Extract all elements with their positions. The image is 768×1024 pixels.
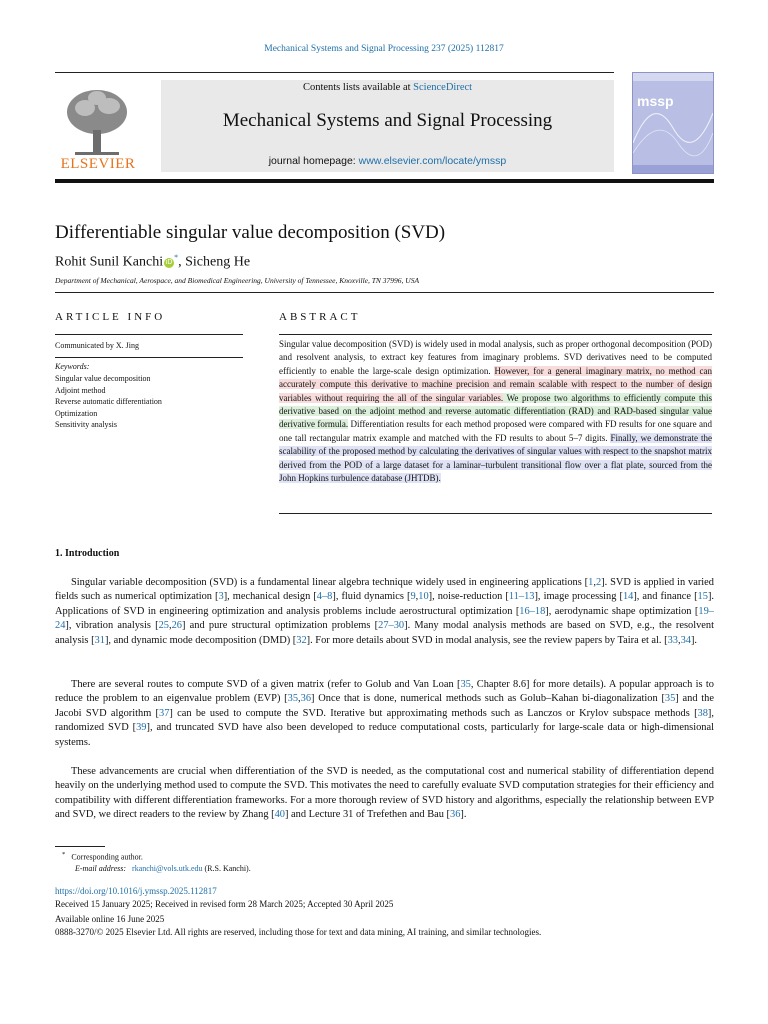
abstract-heading: ABSTRACT — [279, 311, 361, 323]
intro-paragraph: There are several routes to compute SVD of a given matrix (refer to Golub and Van Loan [35, Chapter 8.6] for more details). A popular approach is to reduce the problem to an eigenvalue problem (EVP) [35,36] Once that is done, numerical methods such as Golub–Kahan bi-diagonalization [35] and the Jacobi SVD algorithm [37] can be used to compute the SVD. Iterative but approximating methods such as Lanczos or Krylov subspace methods [38], randomized SVD [39], and truncated SVD have also been developed to reduce computational costs, particularly for large-scale data or high-dimensional systems. — [55, 679, 714, 748]
citation-link[interactable]: 10 — [418, 591, 429, 603]
email-suffix: (R.S. Kanchi). — [202, 864, 251, 873]
citation-link[interactable]: 15 — [697, 591, 708, 603]
doi-link[interactable]: https://doi.org/10.1016/j.ymssp.2025.112817 — [55, 886, 217, 896]
citation-link[interactable]: 27–30 — [378, 620, 405, 632]
footnote-text: Corresponding author. — [71, 852, 143, 862]
citation-link[interactable]: 36 — [300, 693, 312, 705]
citation-link[interactable]: 25 — [158, 620, 169, 632]
abstract-highlight-blue: Finally, we demonstrate the scalability of the proposed method by calculating the derivatives of singular values with respect to the snapshot matrix derived from the POD of a large dataset for a laminar–turbulent transitional flow over a flat plate, sourced from the John Hopkins turbulence database (JHTDB). — [279, 432, 712, 484]
divider — [55, 292, 714, 293]
journal-title: Mechanical Systems and Signal Processing — [222, 110, 553, 131]
homepage-link[interactable]: www.elsevier.com/locate/ymssp — [358, 155, 507, 167]
cover-title: mssp — [637, 93, 674, 109]
available-online: Available online 16 June 2025 — [55, 914, 165, 924]
citation-link[interactable]: 33 — [667, 634, 678, 646]
citation-link[interactable]: 40 — [274, 809, 285, 821]
citation-link[interactable]: 3 — [218, 591, 224, 603]
article-title: Differentiable singular value decomposition (SVD) — [55, 222, 446, 243]
citation-link[interactable]: 19–24 — [55, 605, 714, 632]
corresponding-mark[interactable]: * — [174, 253, 179, 262]
abstract-text — [279, 338, 712, 485]
keyword[interactable]: Singular value decomposition — [55, 374, 151, 383]
elsevier-wordmark: ELSEVIER — [60, 156, 136, 172]
footnote-rule — [55, 846, 105, 847]
header-bottom-rule — [55, 179, 714, 183]
journal-header-box — [161, 80, 614, 172]
contents-prefix: Contents lists available at — [302, 82, 414, 93]
intro-paragraph: Singular variable decomposition (SVD) is a fundamental linear algebra technique widely used in engineering applications [1,2]. SVD is applied in varied fields such as numerical optimization [3], mechanical design [4–8], fluid dynamics [9,10], noise-reduction [11–13], image processing [14], and finance [15]. Applications of SVD in engineering optimization and analysis problems include aerostructural optimization [16–18], aerodynamic shape optimization [19–24], vibration analysis [25,26] and pure structural optimization problems [27–30]. Many modal analysis methods are based on SVD, e.g., the resolvent analysis [31], and dynamic mode decomposition (DMD) [32]. For more details about SVD in modal analysis, see the review papers by Taira et al. [33,34]. — [55, 577, 715, 646]
citation-link[interactable]: 32 — [296, 634, 307, 646]
citation-link[interactable]: 35 — [287, 693, 299, 705]
keywords-label: Keywords: — [55, 362, 90, 371]
citation-link[interactable]: 26 — [171, 620, 182, 632]
header-top-rule — [55, 72, 614, 73]
journal-reference-link[interactable]: Mechanical Systems and Signal Processing 237 (2025) 112817 — [264, 44, 504, 54]
cover-artwork — [633, 73, 713, 173]
received-dates: Received 15 January 2025; Received in revised form 28 March 2025; Accepted 30 April 2025 — [55, 899, 394, 909]
footnote-email — [75, 864, 251, 873]
divider — [55, 334, 243, 335]
citation-link[interactable]: 16–18 — [519, 605, 546, 617]
homepage-prefix: journal homepage: — [268, 155, 359, 167]
citation-link[interactable]: 37 — [159, 707, 170, 719]
abstract-highlight-green: We propose two algorithms to efficiently compute this derivative based on the adjoint method and reverse automatic differentiation (RAD) and RAD-based singular value derivative formula. — [279, 392, 712, 430]
journal-cover-image[interactable] — [632, 72, 714, 174]
citation-link[interactable]: 35 — [664, 693, 676, 705]
divider — [55, 357, 243, 358]
orcid-icon[interactable]: iD — [165, 258, 173, 266]
keyword[interactable]: Adjoint method — [55, 385, 106, 395]
email-label: E-mail address: — [75, 864, 127, 873]
author-name[interactable]: Rohit Sunil Kanchi — [55, 254, 164, 270]
keyword[interactable]: Sensitivity analysis — [55, 420, 117, 429]
divider — [279, 513, 712, 514]
author-list — [55, 253, 250, 271]
copyright-line: 0888-3270/© 2025 Elsevier Ltd. All rights are reserved, including those for text and data mining, AI training, and similar technologies. — [55, 927, 542, 937]
citation-link[interactable]: 9 — [410, 591, 416, 603]
citation-link[interactable]: 14 — [622, 591, 634, 603]
citation-link[interactable]: 2 — [595, 577, 602, 588]
author-name[interactable]: , Sicheng He — [178, 254, 251, 270]
citation-link[interactable]: 36 — [450, 809, 461, 821]
keyword[interactable]: Reverse automatic differentiation — [55, 397, 162, 406]
citation-link[interactable]: 34 — [680, 634, 691, 646]
citation-link[interactable]: 31 — [94, 634, 105, 646]
abstract-sentence: Differentiation results for each method proposed were compared with FD results for one square and one tall rectangular matrix example and matched with the FD results to about 5–7 digits. — [279, 419, 712, 443]
contents-line — [161, 82, 614, 93]
divider — [279, 334, 712, 335]
citation-link[interactable]: 38 — [697, 707, 708, 719]
citation-link[interactable]: 39 — [136, 722, 147, 734]
intro-paragraph: These advancements are crucial when differentiation of the SVD is needed, as the computational cost and numerical stability of differentiation depend heavily on the underlying method used to compute the SVD. This motivates the need to carefully evaluate SVD computation strategies for their efficiency and compatibility with different differentiation frameworks. For a more thorough review of SVD history and algorithms, especially the relationship between EVP and SVD, we direct readers to the review by Zhang [40] and Lecture 31 of Trefethen and Bau [36]. — [55, 766, 714, 821]
footnote-mark: * — [62, 851, 66, 858]
citation-link[interactable]: 11–13 — [508, 591, 535, 603]
homepage-line — [161, 155, 614, 167]
keyword[interactable]: Optimization — [55, 408, 98, 418]
article-info-heading: ARTICLE INFO — [55, 311, 166, 323]
communicated-by: Communicated by X. Jing — [55, 341, 139, 350]
sciencedirect-link[interactable]: ScienceDirect — [413, 82, 473, 93]
citation-link[interactable]: 1 — [588, 577, 594, 588]
abstract-highlight-red: However, for a general imaginary matrix, no method can accurately compute this derivative to machine precision and remain scalable with respect to the number of design variables without requiring the all of the singular variables. — [279, 365, 712, 403]
section-heading: 1. Introduction — [55, 548, 120, 559]
affiliation: Department of Mechanical, Aerospace, and Biomedical Engineering, University of Tennessee, Knoxville, TN 37996, USA — [55, 276, 420, 285]
citation-link[interactable]: 35 — [460, 679, 471, 690]
email-link[interactable]: rkanchi@vols.utk.edu — [132, 864, 203, 873]
citation-link[interactable]: 4–8 — [316, 591, 333, 603]
abstract-sentence: Singular value decomposition (SVD) is widely used in modal analysis, such as proper orthogonal decomposition (POD) and resolvent analysis, to extract key features from imaginary problems. SVD derivatives need to be computed efficiently to enable the large-scale design optimization. — [279, 339, 712, 376]
footnote-corresponding — [62, 851, 143, 862]
keyword-list — [55, 373, 162, 431]
